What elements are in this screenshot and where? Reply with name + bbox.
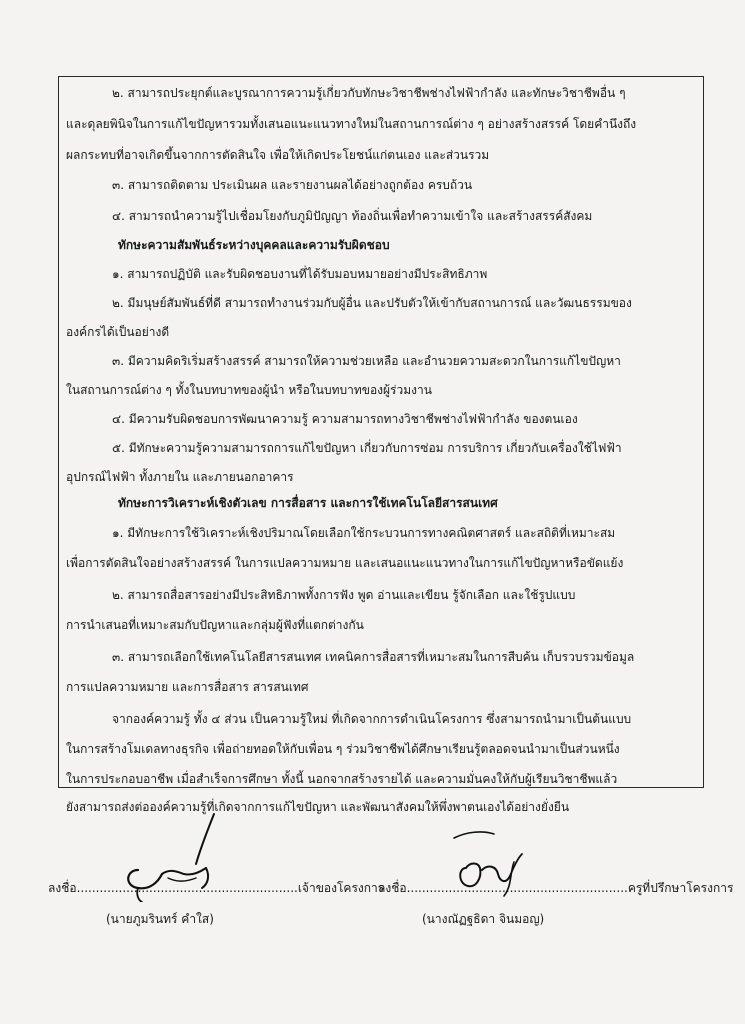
advisor-role: ครูที่ปรึกษาโครงการ <box>627 881 734 895</box>
paragraph-line: เพื่อการตัดสินใจอย่างสร้างสรรค์ ในการแปลความหมาย และเสนอแนะแนวทางในการแก้ไขปัญหาหรือขัดแย้ง <box>66 556 624 570</box>
paragraph-line: ๓. สามารถติดตาม ประเมินผล และรายงานผลได้อย่างถูกต้อง ครบถ้วน <box>112 178 473 192</box>
paragraph-line: องค์กรได้เป็นอย่างดี <box>66 325 170 339</box>
dotted-line: .......................................................... <box>76 881 298 895</box>
dotted-line: .......................................................... <box>406 881 628 895</box>
owner-role: เจ้าของโครงการ <box>297 881 385 895</box>
paragraph-line: ๔. มีความรับผิดชอบการพัฒนาความรู้ ความสามารถทางวิชาชีพช่างไฟฟ้ากำลัง ของตนเอง <box>112 412 578 426</box>
paragraph-line: ในการประกอบอาชีพ เมื่อสำเร็จการศึกษา ทั้งนี้ นอกจากสร้างรายได้ และความมั่นคงให้กับผู้เรียนวิชาชีพแล้ว <box>66 772 618 786</box>
advisor-signature-line <box>378 879 733 898</box>
sign-prefix: ลงชื่อ <box>48 881 77 895</box>
paragraph-line: ๑. มีทักษะการใช้วิเคราะห์เชิงปริมาณโดยเลือกใช้กระบวนการทางคณิตศาสตร์ และสถิติที่เหมาะสม <box>112 526 616 540</box>
paragraph-line: ๑. สามารถปฏิบัติ และรับผิดชอบงานที่ได้รับมอบหมายอย่างมีประสิทธิภาพ <box>112 267 488 281</box>
paragraph-line: ๒. มีมนุษย์สัมพันธ์ที่ดี สามารถทำงานร่วมกับผู้อื่น และปรับตัวให้เข้ากับสถานการณ์ และวัฒนธรรมของ <box>112 296 632 310</box>
paragraph-line: ผลกระทบที่อาจเกิดขึ้นจากการตัดสินใจ เพื่อให้เกิดประโยชน์แก่ตนเอง และส่วนรวม <box>66 148 490 162</box>
section-heading: ทักษะความสัมพันธ์ระหว่างบุคคลและความรับผิดชอบ <box>118 238 390 252</box>
paragraph-line: ในสถานการณ์ต่าง ๆ ทั้งในบทบาทของผู้นำ หรือในบทบาทของผู้ร่วมงาน <box>66 383 432 397</box>
paragraph-line: จากองค์ความรู้ ทั้ง ๔ ส่วน เป็นความรู้ใหม่ ที่เกิดจากการดำเนินโครงการ ซึ่งสามารถนำมาเป็นต้นแบบ <box>112 712 632 726</box>
paragraph-line: ๓. สามารถเลือกใช้เทคโนโลยีสารสนเทศ เทคนิคการสื่อสารที่เหมาะสมในการสืบค้น เก็บรวบรวมข้อมูล <box>112 650 635 664</box>
paragraph-line: และดุลยพินิจในการแก้ไขปัญหารวมทั้งเสนอแนะแนวทางใหม่ในสถานการณ์ต่าง ๆ อย่างสร้างสรรค์ โดยคำนึงถึง <box>66 117 637 131</box>
paragraph-line: ในการสร้างโมเดลทางธุรกิจ เพื่อถ่ายทอดให้กับเพื่อน ๆ ร่วมวิชาชีพได้ศึกษาเรียนรู้ตลอดจนนำมาเป็นส่วนหนึ่ง <box>66 742 620 756</box>
paragraph-line: การนำเสนอที่เหมาะสมกับปัญหาและกลุ่มผู้ฟังที่แตกต่างกัน <box>66 618 364 632</box>
paragraph-line: ๕. มีทักษะความรู้ความสามารถการแก้ไขปัญหา เกี่ยวกับการซ่อม การบริการ เกี่ยวกับเครื่องใช้ไฟฟ้า <box>112 441 622 455</box>
paragraph-line: ๔. สามารถนำความรู้ไปเชื่อมโยงกับภูมิปัญญา ท้องถิ่นเพื่อทำความเข้าใจ และสร้างสรรค์สังคม <box>112 209 593 223</box>
paragraph-line: ๒. สามารถประยุกต์และบูรณาการความรู้เกี่ยวกับทักษะวิชาชีพช่างไฟฟ้ากำลัง และทักษะวิชาชีพอื่น ๆ <box>112 86 626 100</box>
section-heading: ทักษะการวิเคราะห์เชิงตัวเลข การสื่อสาร และการใช้เทคโนโลยีสารสนเทศ <box>118 496 498 510</box>
paragraph-line: อุปกรณ์ไฟฟ้า ทั้งภายใน และภายนอกอาคาร <box>66 470 294 484</box>
paragraph-line: การแปลความหมาย และการสื่อสาร สารสนเทศ <box>66 680 309 694</box>
paragraph-line: ๒. สามารถสื่อสารอย่างมีประสิทธิภาพทั้งการฟัง พูด อ่านและเขียน รู้จักเลือก และใช้รูปแบบ <box>112 588 576 602</box>
paragraph-line: ๓. มีความคิดริเริ่มสร้างสรรค์ สามารถให้ความช่วยเหลือ และอำนวยความสะดวกในการแก้ไขปัญหา <box>112 354 621 368</box>
advisor-name: (นางณัฏฐธิดา จินมอญ) <box>422 912 545 926</box>
paragraph-line: ยังสามารถส่งต่อองค์ความรู้ที่เกิดจากการแก้ไขปัญหา และพัฒนาสังคมให้พึ่งพาตนเองได้อย่างยั่งยืน <box>66 800 570 814</box>
owner-name: (นายภูมรินทร์ คำใส) <box>106 912 214 926</box>
owner-signature-line <box>48 879 384 898</box>
sign-prefix: ลงชื่อ <box>378 881 407 895</box>
